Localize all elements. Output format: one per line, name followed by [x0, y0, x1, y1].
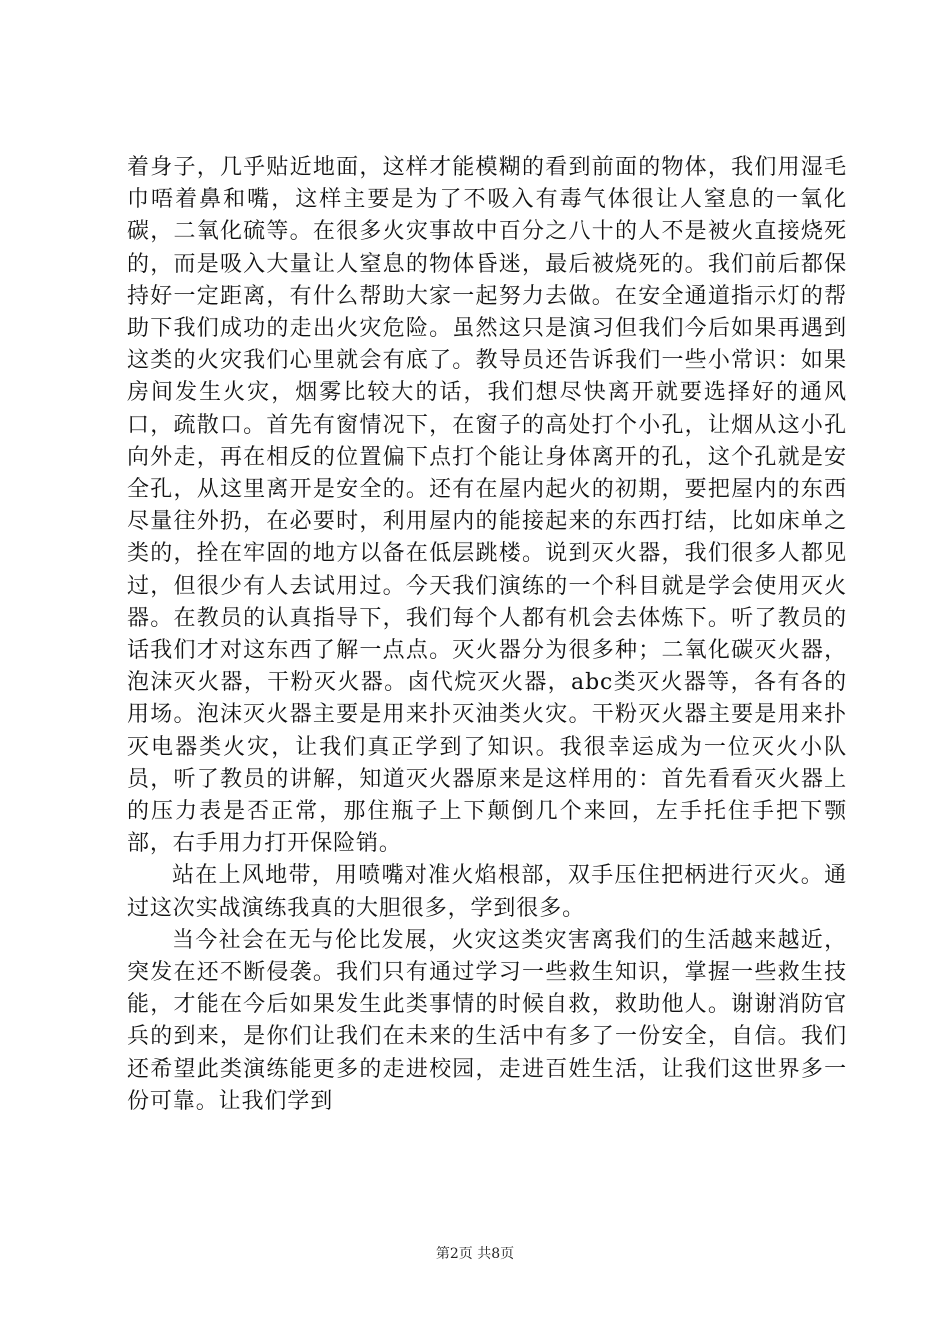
paragraph-1: 着身子，几乎贴近地面，这样才能模糊的看到前面的物体，我们用湿毛巾唔着鼻和嘴，这样主要是为了不吸入有毒气体很让人窒息的一氧化碳，二氧化硫等。在很多火灾事故中百分之八十的人不是被火直接烧死的，而是吸入大量让人窒息的物体昏迷，最后被烧死的。我们前后都保持好一定距离，有什么帮助大家一起努力去做。在安全通道指示灯的帮助下我们成功的走出火灾危险。虽然这只是演习但我们今后如果再遇到这类的火灾我们心里就会有底了。教导员还告诉我们一些小常识：如果房间发生火灾，烟雾比较大的话，我们想尽快离开就要选择好的通风口，疏散口。首先有窗情况下，在窗子的高处打个小孔，让烟从这小孔向外走，再在相反的位置偏下点打个能让身体离开的孔，这个孔就是安全孔，从这里离开是安全的。还有在屋内起火的初期，要把屋内的东西尽量往外扔，在必要时，利用屋内的能接起来的东西打结，比如床单之类的，拴在牢固的地方以备在低层跳楼。说到灭火器，我们很多人都见过，但很少有人去试用过。今天我们演练的一个科目就是学会使用灭火器。在教员的认真指导下，我们每个人都有机会去体炼下。听了教员的话我们才对这东西了解一点点。灭火器分为很多种；二氧化碳灭火器，泡沫灭火器，干粉灭火器。卤代烷灭火器，abc类灭火器等，各有各的用场。泡沫灭火器主要是用来扑灭油类火灾。干粉灭火器主要是用来扑灭电器类火灾，让我们真正学到了知识。我很幸运成为一位灭火小队员，听了教员的讲解，知道灭火器原来是这样用的：首先看看灭火器上的压力表是否正常，那住瓶子上下颠倒几个来回，左手托住手把下颚部，右手用力打开保险销。	[127, 155, 847, 857]
paragraph-3: 当今社会在无与伦比发展，火灾这类灾害离我们的生活越来越近，突发在还不断侵袭。我们只有通过学习一些救生知识，掌握一些救生技能，才能在今后如果发生此类事情的时候自救，救助他人。谢谢消防官兵的到来，是你们让我们在未来的生活中有多了一份安全，自信。我们还希望此类演练能更多的走进校园，走进百姓生活，让我们这世界多一份可靠。让我们学到	[127, 927, 847, 1114]
document-body	[127, 152, 847, 1118]
paragraph-2: 站在上风地带，用喷嘴对准火焰根部，双手压住把柄进行灭火。通过这次实战演练我真的大胆很多，学到很多。	[127, 863, 847, 921]
page-number-footer: 第2页 共8页	[435, 1246, 515, 1262]
